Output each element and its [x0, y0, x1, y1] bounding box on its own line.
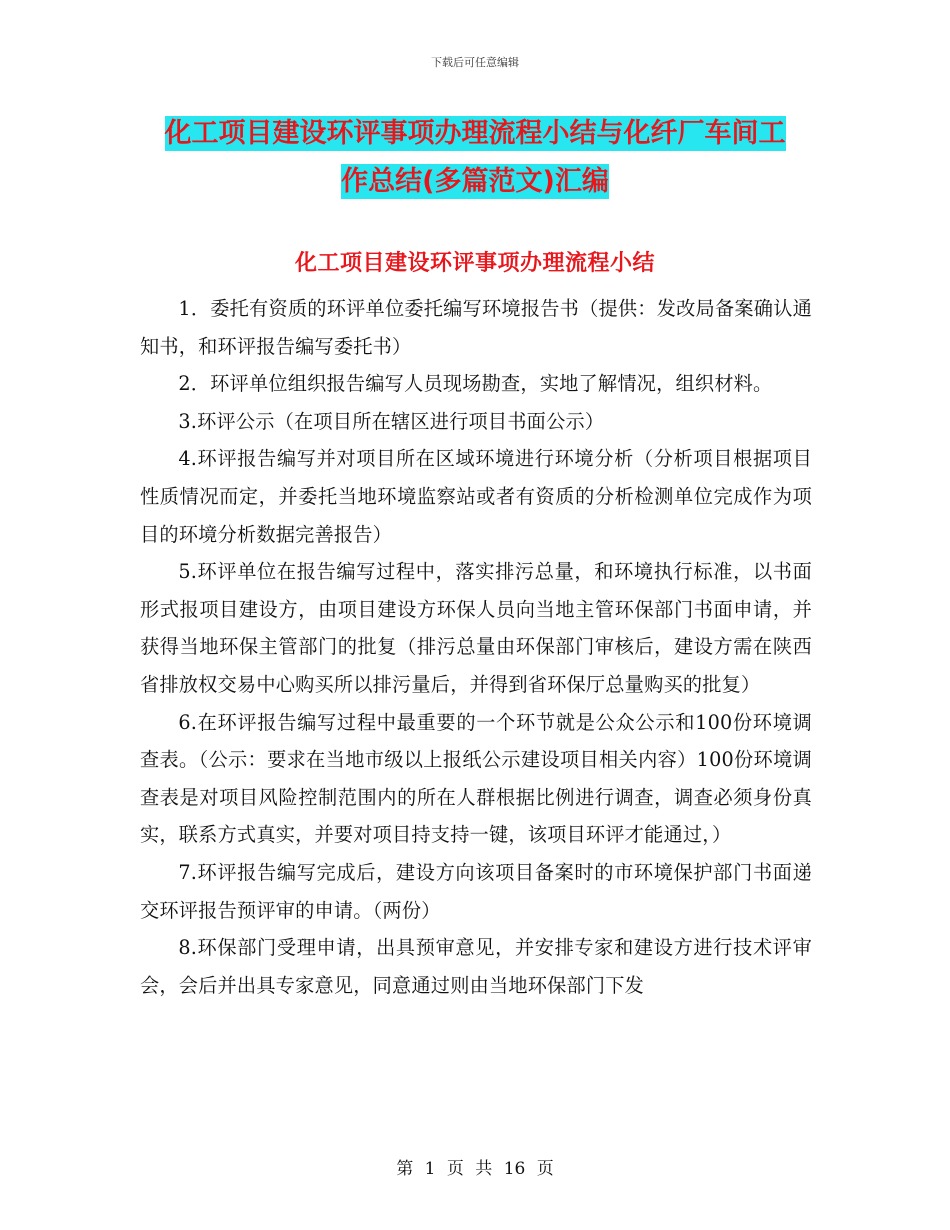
body-text: [140, 290, 812, 1004]
paragraph-8: 8.环保部门受理申请，出具预审意见，并安排专家和建设方进行技术评审会，会后并出具专家意见，同意通过则由当地环保部门下发: [140, 936, 812, 997]
section-title: 化工项目建设环评事项办理流程小结: [294, 251, 655, 276]
paragraph-6: 6.在环评报告编写过程中最重要的一个环节就是公众公示和100份环境调查表。（公示：要求在当地市级以上报纸公示建设项目相关内容）100份环境调查表是对项目风险控制范围内的所在人群根据比例进行调查，调查必须身份真实，联系方式真实，并要对项目持支持一键，该项目环评才能通过，）: [140, 710, 812, 847]
document-title: [140, 110, 810, 206]
paragraph-5: 5.环评单位在报告编写过程中，落实排污总量，和环境执行标准，以书面形式报项目建设方，由项目建设方环保人员向当地主管环保部门书面申请，并获得当地环保主管部门的批复（排污总量由环保部门审核后，建设方需在陕西省排放权交易中心购买所以排污量后，并得到省环保厅总量购买的批复）: [140, 560, 812, 696]
title-line-2: 作总结(多篇范文)汇编: [341, 166, 609, 197]
title-line-1: 化工项目建设环评事项办理流程小结与化纤厂车间工: [164, 118, 786, 149]
paragraph-1: 1．委托有资质的环评单位委托编写环境报告书（提供：发改局备案确认通知书，和环评报告编写委托书）: [140, 297, 812, 358]
paragraph-4: 4.环评报告编写并对项目所在区域环境进行环境分析（分析项目根据项目性质情况而定，并委托当地环境监察站或者有资质的分析检测单位完成作为项目的环境分析数据完善报告）: [140, 447, 812, 546]
paragraph-7: 7.环评报告编写完成后，建设方向该项目备案时的市环境保护部门书面递交环评报告预评审的申请。（两份）: [140, 860, 812, 922]
page-footer: 第 1 页 共 16 页: [396, 1159, 554, 1179]
paragraph-3: 3.环评公示（在项目所在辖区进行项目书面公示）: [178, 409, 605, 433]
paragraph-2: 2．环评单位组织报告编写人员现场勘查，实地了解情况，组织材料。: [178, 372, 773, 396]
header-note: 下载后可任意编辑: [431, 56, 519, 69]
